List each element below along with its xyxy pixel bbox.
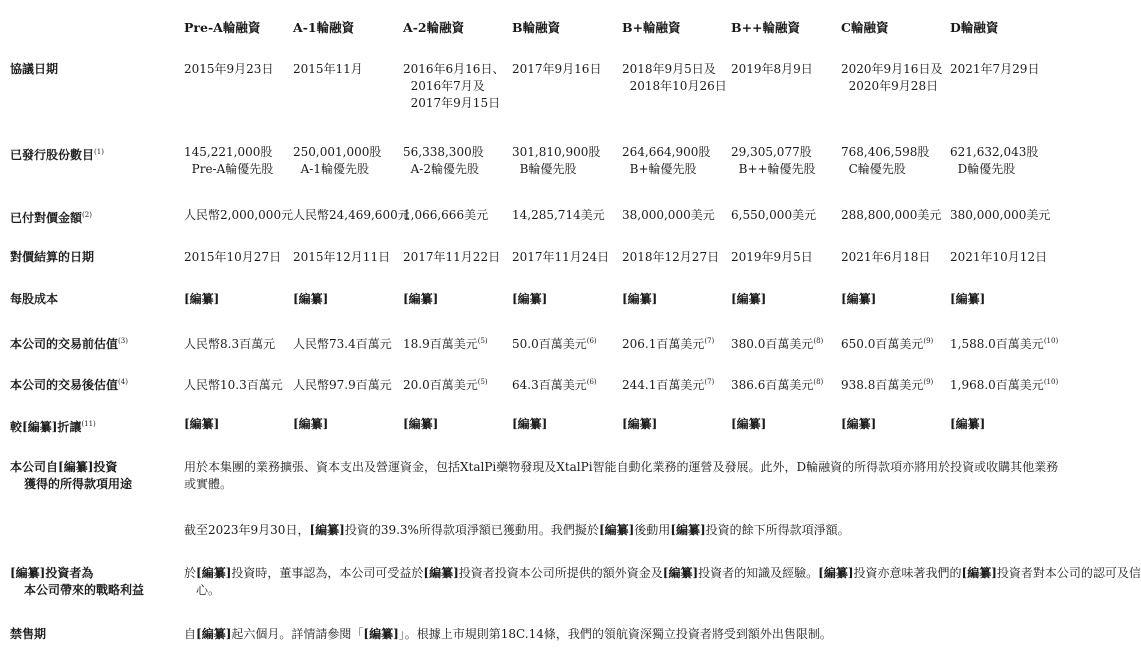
column-header: B++輪融資 [731, 20, 801, 35]
redacted-cell: [編纂] [841, 417, 877, 431]
column-header: Pre-A輪融資 [184, 20, 261, 35]
table-cell: 2017年11月24日 [512, 250, 610, 264]
redacted-cell: [編纂] [184, 417, 220, 431]
table-cell: 人民幣8.3百萬元 [184, 337, 276, 351]
table-cell: 2019年8月9日 [731, 62, 813, 76]
table-cell: 621,632,043股 D輪優先股 [950, 145, 1039, 176]
table-cell: 64.3百萬美元$^{(6)}$ [512, 378, 597, 392]
table-cell: 288,800,000美元 [841, 208, 942, 222]
table-cell: 145,221,000股 Pre-A輪優先股 [184, 145, 274, 176]
table-cell: 人民幣73.4百萬元 [293, 337, 392, 351]
strategic-benefits-text: 於[編纂]投資時，董事認為，本公司可受益於[編纂]投資者投資本公司所提供的額外資金及[編纂]投資者的知識及經驗。[編纂]投資亦意味著我們的[編纂]投資者對本公司的認可及信 心。 [184, 566, 1141, 597]
row-label: 已付對價金額$^{(2)}$ [10, 211, 92, 225]
table-cell: 938.8百萬美元$^{(9)}$ [841, 378, 934, 392]
column-header: B+輪融資 [622, 20, 681, 35]
redacted-cell: [編纂] [512, 292, 548, 306]
redacted-cell: [編纂] [622, 417, 658, 431]
table-cell: 650.0百萬美元$^{(9)}$ [841, 337, 934, 351]
row-label: 本公司的交易後估值$^{(4)}$ [10, 378, 128, 392]
table-cell: 人民幣24,469,600元 [293, 208, 410, 222]
table-cell: 人民幣10.3百萬元 [184, 378, 283, 392]
table-cell: 250,001,000股 A-1輪優先股 [293, 145, 382, 176]
table-cell: 2015年9月23日 [184, 62, 274, 76]
table-cell: 2016年6月16日、 2016年7月及 2017年9月15日 [403, 62, 505, 110]
footnote-marker: (4) [118, 378, 128, 386]
table-cell: 2015年10月27日 [184, 250, 282, 264]
table-cell: 301,810,900股 B輪優先股 [512, 145, 601, 176]
table-cell: 244.1百萬美元$^{(7)}$ [622, 378, 715, 392]
footnote-marker: (1) [94, 148, 104, 156]
redacted-cell: [編纂] [622, 292, 658, 306]
table-cell: 2021年6月18日 [841, 250, 931, 264]
row-label: 本公司自[編纂]投資 獲得的所得款項用途 [10, 460, 133, 491]
table-cell: 人民幣2,000,000元 [184, 208, 294, 222]
row-label: 每股成本 [10, 292, 59, 306]
table-cell: 56,338,300股 A-2輪優先股 [403, 145, 484, 176]
table-cell: 18.9百萬美元$^{(5)}$ [403, 337, 488, 351]
table-cell: 14,285,714美元 [512, 208, 605, 222]
table-cell: 2021年7月29日 [950, 62, 1040, 76]
table-cell: 38,000,000美元 [622, 208, 715, 222]
redacted-cell: [編纂] [950, 417, 986, 431]
redacted-cell: [編纂] [403, 417, 439, 431]
table-cell: 人民幣97.9百萬元 [293, 378, 392, 392]
table-cell: 206.1百萬美元$^{(7)}$ [622, 337, 715, 351]
row-label: 本公司的交易前估值$^{(3)}$ [10, 337, 128, 351]
table-cell: 2017年11月22日 [403, 250, 501, 264]
redacted-cell: [編纂] [403, 292, 439, 306]
row-label: 對價結算的日期 [10, 250, 95, 264]
redacted-cell: [編纂] [950, 292, 986, 306]
column-header: B輪融資 [512, 20, 561, 35]
table-cell: 380.0百萬美元$^{(8)}$ [731, 337, 824, 351]
table-cell: 1,968.0百萬美元$^{(10)}$ [950, 378, 1059, 392]
table-cell: 2017年9月16日 [512, 62, 602, 76]
row-label: 已發行股份數目$^{(1)}$ [10, 148, 104, 162]
use-of-proceeds-status: 截至2023年9月30日，[編纂]投資的39.3%所得款項淨額已獲動用。我們擬於[編纂]後動用[編纂]投資的餘下所得款項淨額。 [184, 523, 850, 537]
table-cell: 20.0百萬美元$^{(5)}$ [403, 378, 488, 392]
table-cell: 2020年9月16日及 2020年9月28日 [841, 62, 943, 93]
redacted-cell: [編纂] [731, 292, 767, 306]
footnote-marker: (3) [118, 337, 128, 345]
table-cell: 768,406,598股 C輪優先股 [841, 145, 930, 176]
row-label: 較[編纂]折讓$^{(11)}$ [10, 420, 96, 434]
redacted-cell: [編纂] [293, 417, 329, 431]
table-cell: 2018年9月5日及 2018年10月26日 [622, 62, 727, 93]
redacted-cell: [編纂] [184, 292, 220, 306]
table-cell: 1,066,666美元 [403, 208, 489, 222]
row-label: 協議日期 [10, 62, 59, 76]
row-label: 禁售期 [10, 627, 47, 641]
column-header: A-2輪融資 [403, 20, 465, 35]
use-of-proceeds-text: 用於本集團的業務擴張、資本支出及營運資金，包括XtalPi藥物發現及XtalPi智能自動化業務的運營及發展。此外，D輪融資的所得款項亦將用於投資或收購其他業務或實體。 [184, 460, 1059, 491]
redacted-cell: [編纂] [841, 292, 877, 306]
table-cell: 386.6百萬美元$^{(8)}$ [731, 378, 824, 392]
redacted-cell: [編纂] [512, 417, 548, 431]
lockup-text: 自[編纂]起六個月。詳情請參閱「[編纂]」。根據上市規則第18C.14條，我們的領航資深獨立投資者將受到額外出售限制。 [184, 627, 832, 641]
column-header: C輪融資 [841, 20, 889, 35]
footnote-marker: (11) [81, 420, 96, 428]
table-cell: 1,588.0百萬美元$^{(10)}$ [950, 337, 1059, 351]
table-cell: 6,550,000美元 [731, 208, 817, 222]
footnote-marker: (2) [82, 211, 92, 219]
table-cell: 2019年9月5日 [731, 250, 813, 264]
redacted-cell: [編纂] [731, 417, 767, 431]
table-cell: 2018年12月27日 [622, 250, 720, 264]
table-cell: 2021年10月12日 [950, 250, 1048, 264]
table-cell: 2015年11月 [293, 62, 363, 76]
table-cell: 29,305,077股 B++輪優先股 [731, 145, 816, 176]
table-cell: 50.0百萬美元$^{(6)}$ [512, 337, 597, 351]
table-cell: 2015年12月11日 [293, 250, 391, 264]
redacted-cell: [編纂] [293, 292, 329, 306]
column-header: D輪融資 [950, 20, 999, 35]
column-header: A-1輪融資 [293, 20, 355, 35]
table-cell: 264,664,900股 B+輪優先股 [622, 145, 711, 176]
table-cell: 380,000,000美元 [950, 208, 1051, 222]
row-label: [編纂]投資者為 本公司帶來的戰略利益 [10, 566, 145, 597]
